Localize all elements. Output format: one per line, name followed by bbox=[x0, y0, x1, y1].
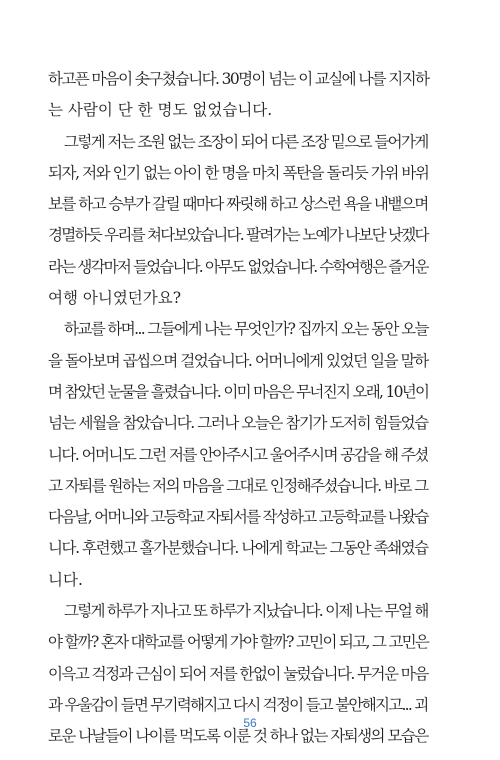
text-line: 라는 생각마저 들었습니다. 아무도 없었습니다. 수학여행은 즐거운 bbox=[48, 257, 428, 276]
text-line: 보를 하고 승부가 갈릴 때마다 짜릿해 하고 상스런 욕을 내뱉으며 bbox=[48, 195, 428, 214]
text-line: 경멸하듯 우리를 쳐다보았습니다. 팔려가는 노예가 나보단 낫겠다 bbox=[48, 226, 428, 245]
text-line: 니다. 어머니도 그런 저를 안아주시고 울어주시며 공감을 해 주셨 bbox=[48, 445, 428, 464]
text-line: 니다. 후련했고 홀가분했습니다. 나에게 학교는 그동안 족쇄였습 bbox=[48, 539, 428, 558]
text-line: 과 우울감이 들면 무기력해지고 다시 걱정이 들고 불안해지고... 괴 bbox=[48, 695, 428, 714]
text-line: 을 돌아보며 곱씹으며 걸었습니다. 어머니에게 있었던 일을 말하 bbox=[48, 351, 428, 370]
text-line: 그렇게 하루가 지나고 또 하루가 지났습니다. 이제 나는 무얼 해 bbox=[64, 602, 428, 621]
text-line: 되자, 저와 인기 없는 아이 한 명을 마치 폭탄을 돌리듯 가위 바위 bbox=[48, 163, 429, 182]
page-number: 56 bbox=[243, 716, 257, 730]
text-line: 고 자퇴를 원하는 저의 마음을 그대로 인정해주셨습니다. 바로 그 bbox=[48, 476, 428, 495]
text-line: 야 할까? 혼자 대학교를 어떻게 가야 할까? 고민이 되고, 그 고민은 bbox=[48, 633, 429, 652]
text-line: 는 사람이 단 한 명도 없었습니다. bbox=[48, 101, 273, 120]
text-line: 하교를 하며... 그들에게 나는 무엇인가? 집까지 오는 동안 오늘 bbox=[64, 320, 428, 339]
text-line: 니다. bbox=[48, 570, 83, 589]
text-line: 이윽고 걱정과 근심이 되어 저를 한없이 눌렀습니다. 무거운 마음 bbox=[48, 664, 428, 683]
text-line: 다음날, 어머니와 고등학교 자퇴서를 작성하고 고등학교를 나왔습 bbox=[48, 508, 428, 527]
page-body bbox=[48, 64, 428, 753]
text-line: 넘는 세월을 참았습니다. 그러나 오늘은 참기가 도저히 힘들었습 bbox=[48, 414, 428, 433]
text-line: 여행 아니였던가요? bbox=[48, 289, 182, 308]
text-line: 그렇게 저는 조원 없는 조장이 되어 다른 조장 밑으로 들어가게 bbox=[64, 132, 428, 151]
text-line: 며 참았던 눈물을 흘렸습니다. 이미 마음은 무너진지 오래, 10년이 bbox=[48, 382, 429, 401]
text-line: 로운 나날들이 나이를 먹도록 이룬 것 하나 없는 자퇴생의 모습은 bbox=[48, 727, 428, 746]
text-line: 하고픈 마음이 솟구쳤습니다. 30명이 넘는 이 교실에 나를 지지하 bbox=[48, 70, 429, 88]
